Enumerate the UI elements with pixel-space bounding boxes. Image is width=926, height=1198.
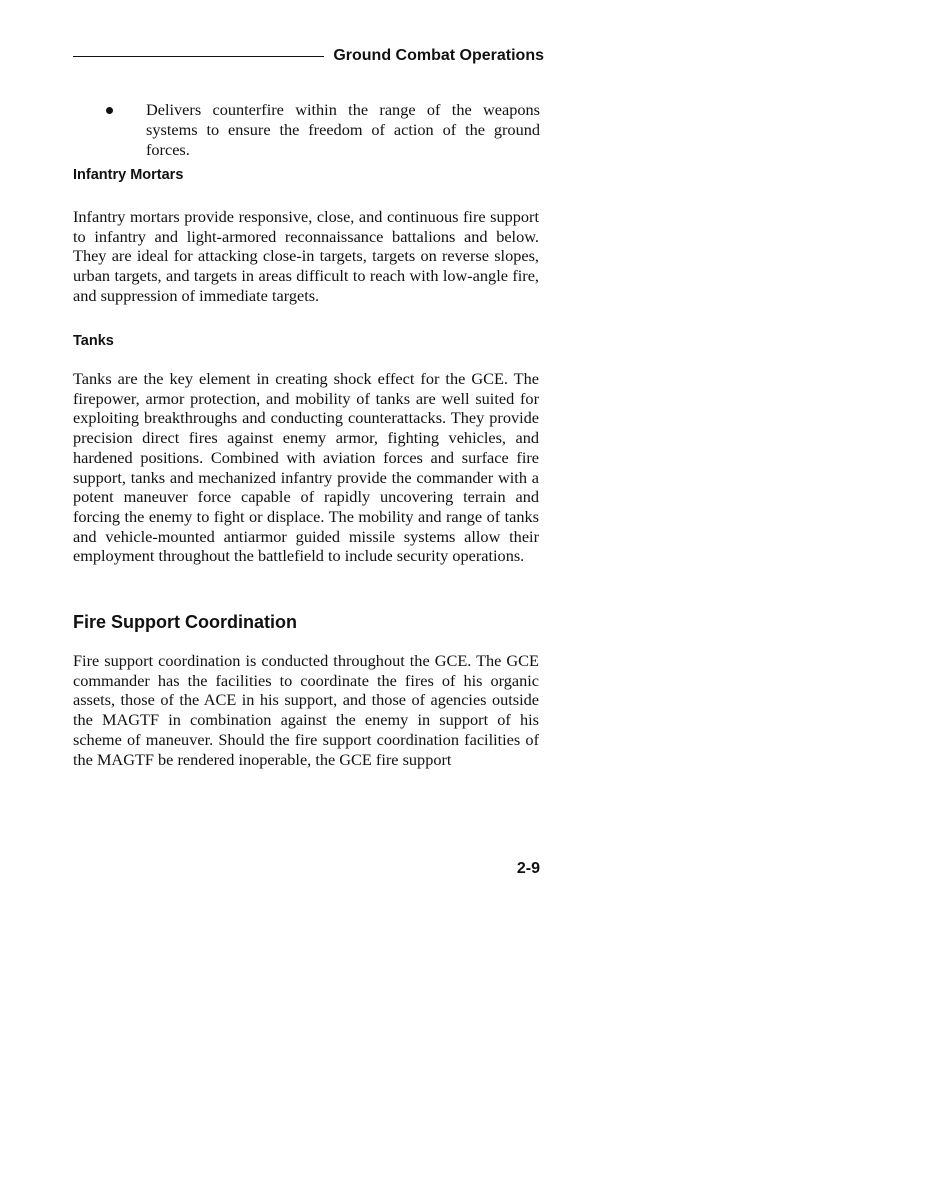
heading-tanks: Tanks [73, 333, 114, 349]
heading-fire-support-coordination: Fire Support Coordination [73, 612, 297, 632]
paragraph-tanks: Tanks are the key element in creating shock effect for the GCE. The firepower, armor protection, and mobility of tanks are well suited for exploiting breakthroughs and conducting counterattacks. They provide precision direct fires against enemy armor, fighting vehicles, and hardened positions. Combined with aviation forces and surface fire support, tanks and mechanized infantry provide the commander with a potent maneuver force capable of rapidly uncovering terrain and forcing the enemy to fight or displace. The mobility and range of tanks and vehicle-mounted antiarmor guided missile systems allow their employment throughout the battlefield to include security operations. [73, 369, 539, 566]
page-number: 2-9 [516, 860, 540, 877]
paragraph-infantry-mortars: Infantry mortars provide responsive, close, and continuous fire support to infantry and light-armored reconnaissance battalions and below. They are ideal for attacking close-in targets, targets on reverse slopes, urban targets, and targets in areas difficult to reach with low-angle fire, and suppression of immediate targets. [73, 207, 539, 305]
header-rule [73, 56, 324, 57]
heading-infantry-mortars: Infantry Mortars [73, 167, 184, 183]
paragraph-fire-support-coordination: Fire support coordination is conducted throughout the GCE. The GCE commander has the facilities to coordinate the fires of his organic assets, those of the ACE in his support, and those of agencies outside the MAGTF in combination against the enemy in support of his scheme of maneuver. Should the fire support coordination facilities of the MAGTF be rendered inoperable, the GCE fire support [73, 651, 539, 769]
running-header-title: Ground Combat Operations [333, 47, 544, 64]
bullet-text: Delivers counterfire within the range of the weapons systems to ensure the freedom of action of the ground forces. [146, 100, 540, 159]
bullet-icon [106, 107, 113, 114]
bullet-item [106, 100, 542, 160]
